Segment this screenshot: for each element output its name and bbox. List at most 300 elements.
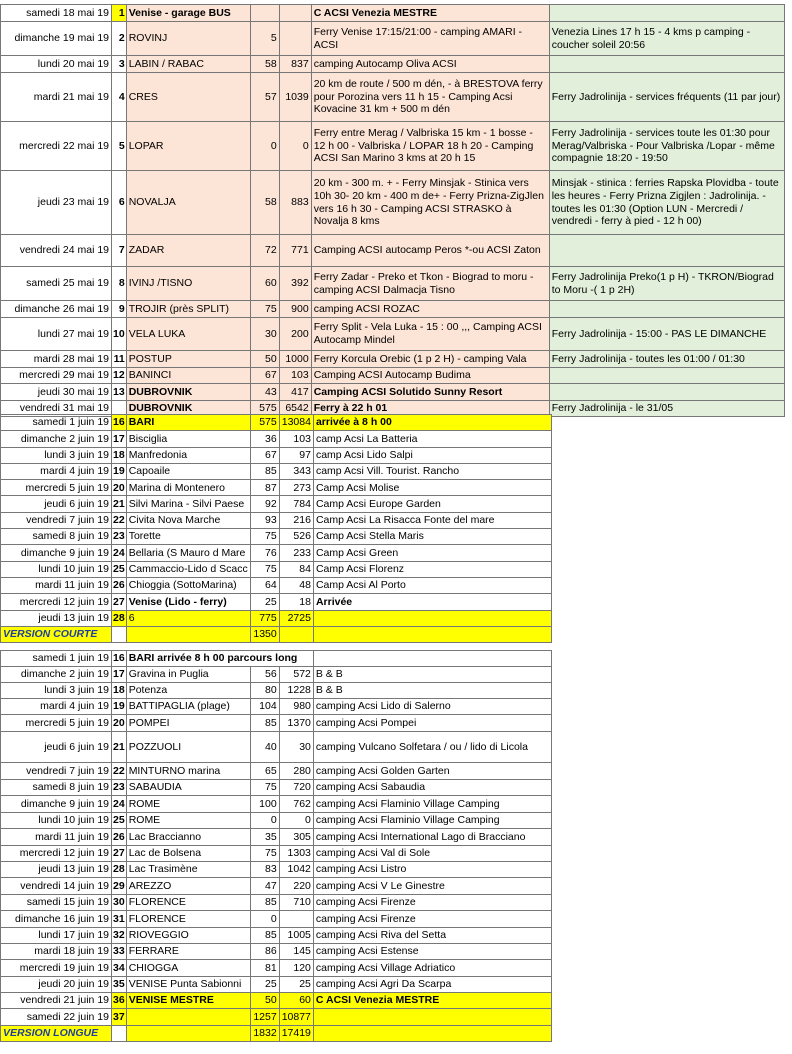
- day-number-cell[interactable]: 24: [112, 545, 127, 561]
- day-number-cell[interactable]: 20: [112, 480, 127, 496]
- camping-cell[interactable]: camping Acsi Village Adriatico: [313, 960, 551, 977]
- date-cell[interactable]: lundi 3 juin 19: [1, 447, 112, 463]
- distance-km-cell[interactable]: 57: [250, 73, 279, 122]
- distance-km-cell[interactable]: 72: [250, 235, 279, 267]
- date-cell[interactable]: vendredi 7 juin 19: [1, 763, 112, 780]
- place-cell[interactable]: Potenza: [126, 683, 250, 699]
- distance-km-cell[interactable]: 25: [250, 594, 279, 610]
- elevation-gain-cell[interactable]: 10877: [279, 1009, 313, 1026]
- elevation-gain-cell[interactable]: 980: [279, 699, 313, 715]
- elevation-gain-cell[interactable]: 97: [279, 447, 313, 463]
- camping-cell[interactable]: camping Acsi Flaminio Village Camping: [313, 813, 551, 829]
- camping-cell[interactable]: camp Acsi La Batteria: [313, 431, 551, 447]
- place-cell[interactable]: SABAUDIA: [126, 780, 250, 796]
- accommodation-info-cell[interactable]: camping ACSI ROZAC: [311, 301, 549, 318]
- distance-km-cell[interactable]: 1257: [250, 1009, 279, 1026]
- date-cell[interactable]: samedi 22 juin 19: [1, 1009, 112, 1026]
- elevation-gain-cell[interactable]: 25: [279, 977, 313, 993]
- camping-cell[interactable]: camping Acsi Riva del Setta: [313, 928, 551, 944]
- date-cell[interactable]: mardi 4 juin 19: [1, 699, 112, 715]
- camping-cell[interactable]: Camp Acsi Molise: [313, 480, 551, 496]
- ferry-note-cell[interactable]: Ferry Jadrolinija - le 31/05: [549, 401, 784, 417]
- distance-km-cell[interactable]: 80: [250, 683, 279, 699]
- place-cell[interactable]: ROME: [126, 813, 250, 829]
- day-number-cell[interactable]: 23: [112, 780, 127, 796]
- camping-cell[interactable]: camping Acsi Lido di Salerno: [313, 699, 551, 715]
- day-number-cell[interactable]: 24: [112, 796, 127, 813]
- distance-km-cell[interactable]: 50: [250, 993, 279, 1009]
- accommodation-info-cell[interactable]: Ferry entre Merag / Valbriska 15 km - 1 bosse - 12 h 00 - Valbriska / LOPAR 18 h 20 - Camping ACSI San Marino 3 kms at 20 h 15: [311, 122, 549, 171]
- elevation-gain-cell[interactable]: 84: [279, 561, 313, 577]
- accommodation-info-cell[interactable]: Ferry Zadar - Preko et Tkon - Biograd to moru - camping ACSI Dalmacja Tisno: [311, 267, 549, 301]
- date-cell[interactable]: lundi 10 juin 19: [1, 561, 112, 577]
- camping-cell[interactable]: camping Acsi V Le Ginestre: [313, 878, 551, 895]
- elevation-gain-cell[interactable]: 837: [279, 56, 311, 73]
- date-cell[interactable]: mercredi 5 juin 19: [1, 715, 112, 732]
- ferry-note-cell[interactable]: [549, 301, 784, 318]
- place-cell[interactable]: CRES: [126, 73, 250, 122]
- date-cell[interactable]: lundi 17 juin 19: [1, 928, 112, 944]
- distance-km-cell[interactable]: 1350: [250, 626, 279, 642]
- accommodation-info-cell[interactable]: C ACSI Venezia MESTRE: [311, 5, 549, 22]
- camping-cell[interactable]: [313, 610, 551, 626]
- place-cell[interactable]: CHIOGGA: [126, 960, 250, 977]
- place-cell[interactable]: Silvi Marina - Silvi Paese: [126, 496, 250, 512]
- day-number-cell[interactable]: 35: [112, 977, 127, 993]
- distance-km-cell[interactable]: 75: [250, 780, 279, 796]
- elevation-gain-cell[interactable]: 233: [279, 545, 313, 561]
- date-cell[interactable]: jeudi 30 mai 19: [1, 384, 112, 401]
- date-cell[interactable]: jeudi 6 juin 19: [1, 732, 112, 763]
- distance-km-cell[interactable]: 43: [250, 384, 279, 401]
- camping-cell[interactable]: C ACSI Venezia MESTRE: [313, 993, 551, 1009]
- distance-km-cell[interactable]: 575: [250, 415, 279, 431]
- distance-km-cell[interactable]: 75: [250, 846, 279, 862]
- day-number-cell[interactable]: 4: [112, 73, 127, 122]
- camping-cell[interactable]: [313, 651, 551, 667]
- date-cell[interactable]: samedi 8 juin 19: [1, 529, 112, 545]
- day-number-cell[interactable]: 29: [112, 878, 127, 895]
- place-cell[interactable]: Manfredonia: [126, 447, 250, 463]
- camping-cell[interactable]: Camp Acsi Green: [313, 545, 551, 561]
- distance-km-cell[interactable]: 92: [250, 496, 279, 512]
- place-cell[interactable]: VENISE MESTRE: [126, 993, 250, 1009]
- camping-cell[interactable]: [313, 1026, 551, 1042]
- date-cell[interactable]: jeudi 13 juin 19: [1, 862, 112, 878]
- elevation-gain-cell[interactable]: 572: [279, 667, 313, 683]
- place-cell[interactable]: Torette: [126, 529, 250, 545]
- day-number-cell[interactable]: 26: [112, 577, 127, 593]
- camping-cell[interactable]: camping Acsi Pompei: [313, 715, 551, 732]
- date-cell[interactable]: mercredi 22 mai 19: [1, 122, 112, 171]
- distance-km-cell[interactable]: 0: [250, 122, 279, 171]
- accommodation-info-cell[interactable]: Camping ACSI Autocamp Budima: [311, 368, 549, 384]
- camping-cell[interactable]: camping Acsi Agri Da Scarpa: [313, 977, 551, 993]
- date-cell[interactable]: vendredi 24 mai 19: [1, 235, 112, 267]
- place-cell[interactable]: Gravina in Puglia: [126, 667, 250, 683]
- camping-cell[interactable]: camping Acsi Sabaudia: [313, 780, 551, 796]
- date-cell[interactable]: samedi 25 mai 19: [1, 267, 112, 301]
- day-number-cell[interactable]: 1: [112, 5, 127, 22]
- day-number-cell[interactable]: 11: [112, 351, 127, 368]
- accommodation-info-cell[interactable]: Ferry Split - Vela Luka - 15 : 00 ,,, Camping ACSI Autocamp Mindel: [311, 318, 549, 351]
- elevation-gain-cell[interactable]: 18: [279, 594, 313, 610]
- camping-cell[interactable]: B & B: [313, 683, 551, 699]
- elevation-gain-cell[interactable]: 900: [279, 301, 311, 318]
- day-number-cell[interactable]: 17: [112, 431, 127, 447]
- date-cell[interactable]: jeudi 20 juin 19: [1, 977, 112, 993]
- distance-km-cell[interactable]: 75: [250, 301, 279, 318]
- day-number-cell[interactable]: 23: [112, 529, 127, 545]
- day-number-cell[interactable]: 22: [112, 512, 127, 528]
- day-number-cell[interactable]: 13: [112, 384, 127, 401]
- place-cell[interactable]: IVINJ /TISNO: [126, 267, 250, 301]
- date-cell[interactable]: dimanche 2 juin 19: [1, 667, 112, 683]
- distance-km-cell[interactable]: 93: [250, 512, 279, 528]
- date-cell[interactable]: mercredi 29 mai 19: [1, 368, 112, 384]
- day-number-cell[interactable]: 37: [112, 1009, 127, 1026]
- camping-cell[interactable]: Camp Acsi La Risacca Fonte del mare: [313, 512, 551, 528]
- elevation-gain-cell[interactable]: 48: [279, 577, 313, 593]
- date-cell[interactable]: VERSION COURTE: [1, 626, 112, 642]
- ferry-note-cell[interactable]: [549, 56, 784, 73]
- day-number-cell[interactable]: 7: [112, 235, 127, 267]
- camping-cell[interactable]: [313, 626, 551, 642]
- place-cell[interactable]: RIOVEGGIO: [126, 928, 250, 944]
- elevation-gain-cell[interactable]: 216: [279, 512, 313, 528]
- place-cell[interactable]: LOPAR: [126, 122, 250, 171]
- elevation-gain-cell[interactable]: 280: [279, 763, 313, 780]
- day-number-cell[interactable]: 16: [112, 651, 127, 667]
- distance-km-cell[interactable]: 1832: [250, 1026, 279, 1042]
- place-cell[interactable]: 6: [126, 610, 250, 626]
- distance-km-cell[interactable]: [250, 5, 279, 22]
- elevation-gain-cell[interactable]: 1303: [279, 846, 313, 862]
- place-cell[interactable]: Bisciglia: [126, 431, 250, 447]
- distance-km-cell[interactable]: 0: [250, 813, 279, 829]
- place-cell[interactable]: Venise (Lido - ferry): [126, 594, 250, 610]
- date-cell[interactable]: vendredi 31 mai 19: [1, 401, 112, 417]
- day-number-cell[interactable]: 36: [112, 993, 127, 1009]
- day-number-cell[interactable]: 34: [112, 960, 127, 977]
- day-number-cell[interactable]: 19: [112, 463, 127, 479]
- date-cell[interactable]: dimanche 16 juin 19: [1, 911, 112, 928]
- place-cell[interactable]: Lac de Bolsena: [126, 846, 250, 862]
- ferry-note-cell[interactable]: [549, 384, 784, 401]
- camping-cell[interactable]: camping Acsi International Lago di Bracciano: [313, 829, 551, 846]
- place-cell[interactable]: ROME: [126, 796, 250, 813]
- date-cell[interactable]: lundi 3 juin 19: [1, 683, 112, 699]
- accommodation-info-cell[interactable]: Ferry Korcula Orebic (1 p 2 H) - camping Vala: [311, 351, 549, 368]
- ferry-note-cell[interactable]: Ferry Jadrolinija - services toute les 01:30 pour Merag/Valbriska - Pour Valbriska /Lopar - même compagnie 18:20 - 19:50: [549, 122, 784, 171]
- place-cell[interactable]: FLORENCE: [126, 911, 250, 928]
- elevation-gain-cell[interactable]: 60: [279, 993, 313, 1009]
- elevation-gain-cell[interactable]: [279, 22, 311, 56]
- accommodation-info-cell[interactable]: 20 km - 300 m. + - Ferry Minsjak - Stinica vers 10h 30- 20 km - 400 m de+ - Ferry Prizna-ZigJlen vers 16 h 30 - Camping ACSI STRASKO à Novalja 8 kms: [311, 171, 549, 235]
- accommodation-info-cell[interactable]: 20 km de route / 500 m dén, - à BRESTOVA ferry pour Porozina vers 11 h 15 - Camping Acsi Kovacine 31 km + 500 m dén: [311, 73, 549, 122]
- place-cell[interactable]: BARI: [126, 415, 250, 431]
- place-cell[interactable]: POZZUOLI: [126, 732, 250, 763]
- camping-cell[interactable]: Camp Acsi Stella Maris: [313, 529, 551, 545]
- place-cell[interactable]: Bellaria (S Mauro d Mare: [126, 545, 250, 561]
- distance-km-cell[interactable]: 75: [250, 561, 279, 577]
- camping-cell[interactable]: Camp Acsi Florenz: [313, 561, 551, 577]
- date-cell[interactable]: mercredi 12 juin 19: [1, 594, 112, 610]
- day-number-cell[interactable]: 2: [112, 22, 127, 56]
- distance-km-cell[interactable]: 76: [250, 545, 279, 561]
- camping-cell[interactable]: camping Vulcano Solfetara / ou / lido di Licola: [313, 732, 551, 763]
- day-number-cell[interactable]: 30: [112, 895, 127, 911]
- day-number-cell[interactable]: 27: [112, 846, 127, 862]
- camping-cell[interactable]: camping Acsi Firenze: [313, 895, 551, 911]
- date-cell[interactable]: jeudi 13 juin 19: [1, 610, 112, 626]
- place-cell[interactable]: POMPEI: [126, 715, 250, 732]
- date-cell[interactable]: vendredi 7 juin 19: [1, 512, 112, 528]
- place-cell[interactable]: VELA LUKA: [126, 318, 250, 351]
- ferry-note-cell[interactable]: [549, 235, 784, 267]
- day-number-cell[interactable]: 20: [112, 715, 127, 732]
- distance-km-cell[interactable]: 75: [250, 529, 279, 545]
- distance-km-cell[interactable]: 47: [250, 878, 279, 895]
- elevation-gain-cell[interactable]: 13084: [279, 415, 313, 431]
- day-number-cell[interactable]: 5: [112, 122, 127, 171]
- date-cell[interactable]: vendredi 21 juin 19: [1, 993, 112, 1009]
- accommodation-info-cell[interactable]: Camping ACSI Solutido Sunny Resort: [311, 384, 549, 401]
- day-number-cell[interactable]: 10: [112, 318, 127, 351]
- elevation-gain-cell[interactable]: 145: [279, 944, 313, 960]
- distance-km-cell[interactable]: 775: [250, 610, 279, 626]
- ferry-note-cell[interactable]: Minsjak - stinica : ferries Rapska Plovidba - toute les heures - Ferry Prizna Zigjlen : Jadrolinija. - toutes les 01:30 (Option LUN - Mercredi / vendredi - ferry à pied - 12 h 00): [549, 171, 784, 235]
- elevation-gain-cell[interactable]: 120: [279, 960, 313, 977]
- camping-cell[interactable]: camping Acsi Golden Garten: [313, 763, 551, 780]
- elevation-gain-cell[interactable]: 103: [279, 368, 311, 384]
- elevation-gain-cell[interactable]: 200: [279, 318, 311, 351]
- date-cell[interactable]: dimanche 9 juin 19: [1, 796, 112, 813]
- day-number-cell[interactable]: 21: [112, 496, 127, 512]
- date-cell[interactable]: samedi 18 mai 19: [1, 5, 112, 22]
- day-number-cell[interactable]: 32: [112, 928, 127, 944]
- ferry-note-cell[interactable]: [549, 5, 784, 22]
- distance-km-cell[interactable]: 85: [250, 463, 279, 479]
- date-cell[interactable]: vendredi 14 juin 19: [1, 878, 112, 895]
- camping-cell[interactable]: camp Acsi Vill. Tourist. Rancho: [313, 463, 551, 479]
- ferry-note-cell[interactable]: Ferry Jadrolinija - 15:00 - PAS LE DIMANCHE: [549, 318, 784, 351]
- distance-km-cell[interactable]: 81: [250, 960, 279, 977]
- elevation-gain-cell[interactable]: 392: [279, 267, 311, 301]
- place-cell[interactable]: Lac Braccianno: [126, 829, 250, 846]
- place-cell[interactable]: BANINCI: [126, 368, 250, 384]
- camping-cell[interactable]: camping Acsi Listro: [313, 862, 551, 878]
- elevation-gain-cell[interactable]: 30: [279, 732, 313, 763]
- distance-km-cell[interactable]: 56: [250, 667, 279, 683]
- distance-km-cell[interactable]: 58: [250, 171, 279, 235]
- elevation-gain-cell[interactable]: 710: [279, 895, 313, 911]
- elevation-gain-cell[interactable]: 720: [279, 780, 313, 796]
- camping-cell[interactable]: Camp Acsi Europe Garden: [313, 496, 551, 512]
- day-number-cell[interactable]: 33: [112, 944, 127, 960]
- elevation-gain-cell[interactable]: 762: [279, 796, 313, 813]
- place-cell[interactable]: [126, 626, 250, 642]
- camping-cell[interactable]: camping Acsi Firenze: [313, 911, 551, 928]
- place-cell[interactable]: AREZZO: [126, 878, 250, 895]
- elevation-gain-cell[interactable]: 784: [279, 496, 313, 512]
- place-cell[interactable]: Cammaccio-Lido d Scacc: [126, 561, 250, 577]
- elevation-gain-cell[interactable]: 343: [279, 463, 313, 479]
- distance-km-cell[interactable]: 60: [250, 267, 279, 301]
- distance-km-cell[interactable]: 65: [250, 763, 279, 780]
- distance-km-cell[interactable]: 50: [250, 351, 279, 368]
- day-number-cell[interactable]: [112, 626, 127, 642]
- date-cell[interactable]: samedi 8 juin 19: [1, 780, 112, 796]
- elevation-gain-cell[interactable]: 17419: [279, 1026, 313, 1042]
- date-cell[interactable]: dimanche 19 mai 19: [1, 22, 112, 56]
- elevation-gain-cell[interactable]: [279, 911, 313, 928]
- ferry-note-cell[interactable]: Venezia Lines 17 h 15 - 4 kms p camping - coucher soleil 20:56: [549, 22, 784, 56]
- camping-cell[interactable]: Camp Acsi Al Porto: [313, 577, 551, 593]
- ferry-note-cell[interactable]: Ferry Jadrolinija - toutes les 01:00 / 01:30: [549, 351, 784, 368]
- camping-cell[interactable]: camping Acsi Flaminio Village Camping: [313, 796, 551, 813]
- day-number-cell[interactable]: 31: [112, 911, 127, 928]
- camping-cell[interactable]: B & B: [313, 667, 551, 683]
- date-cell[interactable]: jeudi 23 mai 19: [1, 171, 112, 235]
- day-number-cell[interactable]: 9: [112, 301, 127, 318]
- date-cell[interactable]: mercredi 5 juin 19: [1, 480, 112, 496]
- date-cell[interactable]: dimanche 9 juin 19: [1, 545, 112, 561]
- day-number-cell[interactable]: 26: [112, 829, 127, 846]
- day-number-cell[interactable]: 12: [112, 368, 127, 384]
- camping-cell[interactable]: [313, 1009, 551, 1026]
- elevation-gain-cell[interactable]: 273: [279, 480, 313, 496]
- place-cell[interactable]: Lac Trasimène: [126, 862, 250, 878]
- date-cell[interactable]: samedi 15 juin 19: [1, 895, 112, 911]
- place-cell[interactable]: LABIN / RABAC: [126, 56, 250, 73]
- day-number-cell[interactable]: 25: [112, 561, 127, 577]
- place-cell[interactable]: [126, 1026, 250, 1042]
- distance-km-cell[interactable]: 86: [250, 944, 279, 960]
- day-number-cell[interactable]: 6: [112, 171, 127, 235]
- elevation-gain-cell[interactable]: 0: [279, 122, 311, 171]
- day-number-cell[interactable]: 28: [112, 862, 127, 878]
- date-cell[interactable]: mercredi 19 juin 19: [1, 960, 112, 977]
- day-number-cell[interactable]: 18: [112, 447, 127, 463]
- accommodation-info-cell[interactable]: Ferry à 22 h 01: [311, 401, 549, 417]
- date-cell[interactable]: mardi 18 juin 19: [1, 944, 112, 960]
- place-cell[interactable]: FERRARE: [126, 944, 250, 960]
- camping-cell[interactable]: arrivée à 8 h 00: [313, 415, 551, 431]
- ferry-note-cell[interactable]: Ferry Jadrolinija Preko(1 p H) - TKRON/Biograd to Moru -( 1 p 2H): [549, 267, 784, 301]
- distance-km-cell[interactable]: 104: [250, 699, 279, 715]
- elevation-gain-cell[interactable]: 0: [279, 813, 313, 829]
- place-cell[interactable]: FLORENCE: [126, 895, 250, 911]
- date-cell[interactable]: mardi 28 mai 19: [1, 351, 112, 368]
- distance-km-cell[interactable]: 5: [250, 22, 279, 56]
- distance-km-cell[interactable]: 64: [250, 577, 279, 593]
- elevation-gain-cell[interactable]: 417: [279, 384, 311, 401]
- place-cell[interactable]: BARI arrivée 8 h 00 parcours long: [126, 651, 313, 667]
- distance-km-cell[interactable]: 67: [250, 368, 279, 384]
- date-cell[interactable]: samedi 1 juin 19: [1, 651, 112, 667]
- elevation-gain-cell[interactable]: 1005: [279, 928, 313, 944]
- day-number-cell[interactable]: 16: [112, 415, 127, 431]
- day-number-cell[interactable]: 21: [112, 732, 127, 763]
- date-cell[interactable]: jeudi 6 juin 19: [1, 496, 112, 512]
- date-cell[interactable]: dimanche 26 mai 19: [1, 301, 112, 318]
- elevation-gain-cell[interactable]: [279, 626, 313, 642]
- accommodation-info-cell[interactable]: Ferry Venise 17:15/21:00 - camping AMARI - ACSI: [311, 22, 549, 56]
- place-cell[interactable]: DUBROVNIK: [126, 401, 250, 417]
- date-cell[interactable]: mardi 4 juin 19: [1, 463, 112, 479]
- camping-cell[interactable]: camping Acsi Estense: [313, 944, 551, 960]
- elevation-gain-cell[interactable]: 883: [279, 171, 311, 235]
- distance-km-cell[interactable]: 85: [250, 895, 279, 911]
- place-cell[interactable]: DUBROVNIK: [126, 384, 250, 401]
- place-cell[interactable]: Venise - garage BUS: [126, 5, 250, 22]
- elevation-gain-cell[interactable]: 1039: [279, 73, 311, 122]
- date-cell[interactable]: samedi 1 juin 19: [1, 415, 112, 431]
- elevation-gain-cell[interactable]: 305: [279, 829, 313, 846]
- elevation-gain-cell[interactable]: 2725: [279, 610, 313, 626]
- elevation-gain-cell[interactable]: 771: [279, 235, 311, 267]
- place-cell[interactable]: NOVALJA: [126, 171, 250, 235]
- day-number-cell[interactable]: 17: [112, 667, 127, 683]
- elevation-gain-cell[interactable]: 1228: [279, 683, 313, 699]
- day-number-cell[interactable]: 3: [112, 56, 127, 73]
- distance-km-cell[interactable]: 85: [250, 928, 279, 944]
- camping-cell[interactable]: Arrivée: [313, 594, 551, 610]
- place-cell[interactable]: BATTIPAGLIA (plage): [126, 699, 250, 715]
- elevation-gain-cell[interactable]: 220: [279, 878, 313, 895]
- distance-km-cell[interactable]: 35: [250, 829, 279, 846]
- accommodation-info-cell[interactable]: Camping ACSI autocamp Peros *-ou ACSI Zaton: [311, 235, 549, 267]
- distance-km-cell[interactable]: 87: [250, 480, 279, 496]
- place-cell[interactable]: TROJIR (près SPLIT): [126, 301, 250, 318]
- distance-km-cell[interactable]: 36: [250, 431, 279, 447]
- accommodation-info-cell[interactable]: camping Autocamp Oliva ACSI: [311, 56, 549, 73]
- ferry-note-cell[interactable]: [549, 368, 784, 384]
- place-cell[interactable]: Capoaile: [126, 463, 250, 479]
- day-number-cell[interactable]: 28: [112, 610, 127, 626]
- ferry-note-cell[interactable]: Ferry Jadrolinija - services fréquents (11 par jour): [549, 73, 784, 122]
- day-number-cell[interactable]: 22: [112, 763, 127, 780]
- date-cell[interactable]: mercredi 12 juin 19: [1, 846, 112, 862]
- elevation-gain-cell[interactable]: 1000: [279, 351, 311, 368]
- distance-km-cell[interactable]: 58: [250, 56, 279, 73]
- date-cell[interactable]: mardi 21 mai 19: [1, 73, 112, 122]
- place-cell[interactable]: VENISE Punta Sabionni: [126, 977, 250, 993]
- day-number-cell[interactable]: 19: [112, 699, 127, 715]
- place-cell[interactable]: ROVINJ: [126, 22, 250, 56]
- date-cell[interactable]: VERSION LONGUE: [1, 1026, 112, 1042]
- elevation-gain-cell[interactable]: 1042: [279, 862, 313, 878]
- date-cell[interactable]: lundi 20 mai 19: [1, 56, 112, 73]
- place-cell[interactable]: Chioggia (SottoMarina): [126, 577, 250, 593]
- day-number-cell[interactable]: 8: [112, 267, 127, 301]
- date-cell[interactable]: lundi 10 juin 19: [1, 813, 112, 829]
- distance-km-cell[interactable]: 30: [250, 318, 279, 351]
- distance-km-cell[interactable]: 100: [250, 796, 279, 813]
- distance-km-cell[interactable]: 575: [250, 401, 279, 417]
- date-cell[interactable]: mardi 11 juin 19: [1, 829, 112, 846]
- elevation-gain-cell[interactable]: 526: [279, 529, 313, 545]
- day-number-cell[interactable]: 18: [112, 683, 127, 699]
- date-cell[interactable]: lundi 27 mai 19: [1, 318, 112, 351]
- camping-cell[interactable]: camp Acsi Lido Salpi: [313, 447, 551, 463]
- day-number-cell[interactable]: [112, 1026, 127, 1042]
- place-cell[interactable]: Civita Nova Marche: [126, 512, 250, 528]
- date-cell[interactable]: mardi 11 juin 19: [1, 577, 112, 593]
- elevation-gain-cell[interactable]: 1370: [279, 715, 313, 732]
- day-number-cell[interactable]: 25: [112, 813, 127, 829]
